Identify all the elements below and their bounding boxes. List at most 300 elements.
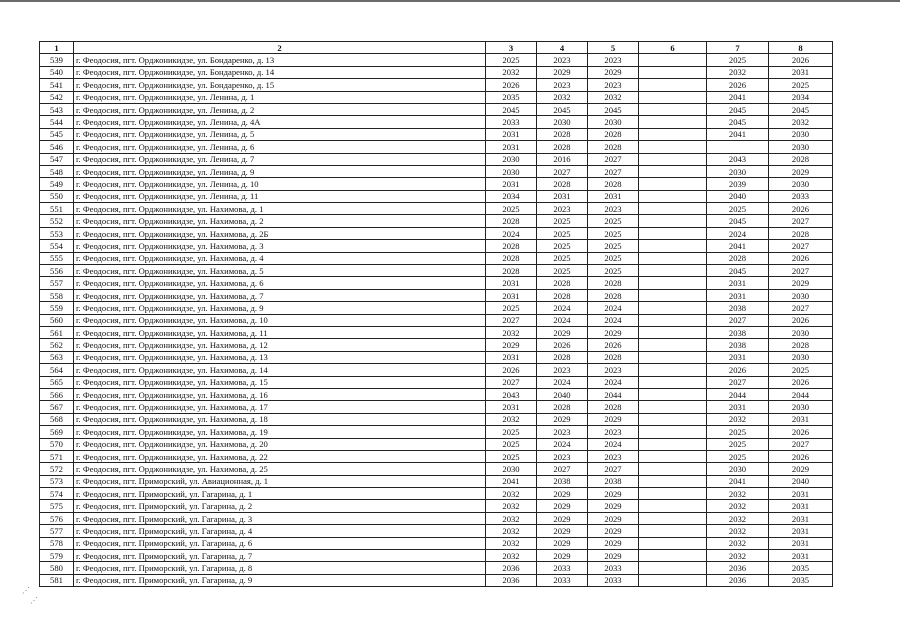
- col6-cell: [639, 227, 707, 239]
- col6-cell: [639, 525, 707, 537]
- address-cell: г. Феодосия, пгт. Орджоникидзе, ул. Ленина, д. 10: [74, 178, 486, 190]
- col6-cell: [639, 79, 707, 91]
- col4-cell: 2025: [537, 227, 588, 239]
- address-cell: г. Феодосия, пгт. Орджоникидзе, ул. Ленина, д. 5: [74, 128, 486, 140]
- col4-cell: 2028: [537, 178, 588, 190]
- col6-cell: [639, 66, 707, 78]
- col6-cell: [639, 265, 707, 277]
- col5-cell: 2029: [588, 413, 639, 425]
- address-cell: г. Феодосия, пгт. Орджоникидзе, ул. Ленина, д. 7: [74, 153, 486, 165]
- col5-cell: 2029: [588, 525, 639, 537]
- col6-cell: [639, 116, 707, 128]
- col4-cell: 2023: [537, 54, 588, 66]
- col8-cell: 2027: [769, 240, 833, 252]
- table-row: [40, 450, 833, 462]
- col3-cell: 2043: [486, 388, 537, 400]
- table-row: [40, 339, 833, 351]
- col6-cell: [639, 289, 707, 301]
- col4-cell: 2029: [537, 413, 588, 425]
- col8-cell: 2030: [769, 351, 833, 363]
- header-row: [40, 42, 833, 54]
- col4-cell: 2045: [537, 103, 588, 115]
- col7-cell: 2045: [707, 265, 769, 277]
- document-table: [39, 41, 833, 587]
- table-row: [40, 190, 833, 202]
- col7-cell: 2025: [707, 203, 769, 215]
- col7-cell: 2038: [707, 302, 769, 314]
- col5-cell: 2033: [588, 562, 639, 574]
- col8-cell: 2030: [769, 326, 833, 338]
- col3-cell: 2031: [486, 178, 537, 190]
- col7-cell: 2043: [707, 153, 769, 165]
- address-cell: г. Феодосия, пгт. Орджоникидзе, ул. Ленина, д. 1: [74, 91, 486, 103]
- col7-cell: 2030: [707, 165, 769, 177]
- address-cell: г. Феодосия, пгт. Приморский, ул. Гагарина, д. 3: [74, 512, 486, 524]
- address-cell: г. Феодосия, пгт. Орджоникидзе, ул. Ленина, д. 2: [74, 103, 486, 115]
- col5-cell: 2023: [588, 79, 639, 91]
- col4-cell: 2031: [537, 190, 588, 202]
- col6-cell: [639, 128, 707, 140]
- col3-cell: 2026: [486, 364, 537, 376]
- col8-cell: 2027: [769, 215, 833, 227]
- col4-cell: 2029: [537, 488, 588, 500]
- col3-cell: 2036: [486, 562, 537, 574]
- table-row: [40, 326, 833, 338]
- col6-cell: [639, 537, 707, 549]
- table-row: [40, 265, 833, 277]
- col8-cell: 2035: [769, 562, 833, 574]
- col3-cell: 2030: [486, 165, 537, 177]
- row-number: 568: [40, 413, 74, 425]
- col8-cell: 2026: [769, 376, 833, 388]
- col6-cell: [639, 178, 707, 190]
- table-row: [40, 500, 833, 512]
- col8-cell: 2031: [769, 488, 833, 500]
- table-row: [40, 289, 833, 301]
- address-cell: г. Феодосия, пгт. Орджоникидзе, ул. Нахимова, д. 5: [74, 265, 486, 277]
- col6-cell: [639, 550, 707, 562]
- table-row: [40, 116, 833, 128]
- col7-cell: [707, 141, 769, 153]
- table-row: [40, 574, 833, 586]
- address-cell: г. Феодосия, пгт. Орджоникидзе, ул. Ленина, д. 11: [74, 190, 486, 202]
- address-cell: г. Феодосия, пгт. Орджоникидзе, ул. Ленина, д. 6: [74, 141, 486, 153]
- col3-cell: 2031: [486, 351, 537, 363]
- col3-cell: 2024: [486, 227, 537, 239]
- col5-cell: 2025: [588, 240, 639, 252]
- col3-cell: 2025: [486, 302, 537, 314]
- row-number: 562: [40, 339, 74, 351]
- col8-cell: 2026: [769, 252, 833, 264]
- col7-cell: 2038: [707, 339, 769, 351]
- col3-cell: 2031: [486, 277, 537, 289]
- col6-cell: [639, 475, 707, 487]
- row-number: 579: [40, 550, 74, 562]
- row-number: 554: [40, 240, 74, 252]
- col4-cell: 2029: [537, 66, 588, 78]
- col3-cell: 2033: [486, 116, 537, 128]
- col7-cell: 2028: [707, 252, 769, 264]
- col5-cell: 2045: [588, 103, 639, 115]
- row-number: 561: [40, 326, 74, 338]
- address-cell: г. Феодосия, пгт. Орджоникидзе, ул. Нахимова, д. 10: [74, 314, 486, 326]
- col6-cell: [639, 103, 707, 115]
- col5-cell: 2023: [588, 203, 639, 215]
- col3-cell: 2041: [486, 475, 537, 487]
- scan-speck: ⋰: [22, 586, 30, 595]
- col3-cell: 2032: [486, 550, 537, 562]
- table-row: [40, 153, 833, 165]
- col6-cell: [639, 500, 707, 512]
- table-row: [40, 438, 833, 450]
- row-number: 552: [40, 215, 74, 227]
- address-cell: г. Феодосия, пгт. Орджоникидзе, ул. Нахимова, д. 20: [74, 438, 486, 450]
- col7-cell: 2032: [707, 512, 769, 524]
- column-header-8: 8: [769, 42, 833, 54]
- col8-cell: 2026: [769, 314, 833, 326]
- row-number: 570: [40, 438, 74, 450]
- address-cell: г. Феодосия, пгт. Орджоникидзе, ул. Нахимова, д. 3: [74, 240, 486, 252]
- col8-cell: 2030: [769, 141, 833, 153]
- address-cell: г. Феодосия, пгт. Орджоникидзе, ул. Нахимова, д. 13: [74, 351, 486, 363]
- col8-cell: 2030: [769, 289, 833, 301]
- address-cell: г. Феодосия, пгт. Орджоникидзе, ул. Нахимова, д. 1: [74, 203, 486, 215]
- col8-cell: 2031: [769, 500, 833, 512]
- col8-cell: 2027: [769, 302, 833, 314]
- table-row: [40, 388, 833, 400]
- row-number: 567: [40, 401, 74, 413]
- table-row: [40, 141, 833, 153]
- table-row: [40, 302, 833, 314]
- address-cell: г. Феодосия, пгт. Орджоникидзе, ул. Нахимова, д. 19: [74, 426, 486, 438]
- col4-cell: 2029: [537, 550, 588, 562]
- column-header-3: 3: [486, 42, 537, 54]
- row-number: 575: [40, 500, 74, 512]
- col8-cell: 2031: [769, 525, 833, 537]
- col7-cell: 2032: [707, 66, 769, 78]
- col3-cell: 2032: [486, 413, 537, 425]
- col5-cell: 2028: [588, 277, 639, 289]
- col6-cell: [639, 314, 707, 326]
- col5-cell: 2030: [588, 116, 639, 128]
- col7-cell: 2039: [707, 178, 769, 190]
- col8-cell: 2031: [769, 537, 833, 549]
- col7-cell: 2031: [707, 351, 769, 363]
- row-number: 576: [40, 512, 74, 524]
- col5-cell: 2023: [588, 54, 639, 66]
- col4-cell: 2029: [537, 537, 588, 549]
- col4-cell: 2033: [537, 562, 588, 574]
- table-row: [40, 203, 833, 215]
- col5-cell: 2028: [588, 351, 639, 363]
- col5-cell: 2025: [588, 252, 639, 264]
- col6-cell: [639, 426, 707, 438]
- row-number: 573: [40, 475, 74, 487]
- col5-cell: 2028: [588, 289, 639, 301]
- col7-cell: 2025: [707, 54, 769, 66]
- col7-cell: 2025: [707, 450, 769, 462]
- col4-cell: 2023: [537, 450, 588, 462]
- row-number: 560: [40, 314, 74, 326]
- col4-cell: 2026: [537, 339, 588, 351]
- address-cell: г. Феодосия, пгт. Орджоникидзе, ул. Нахимова, д. 22: [74, 450, 486, 462]
- row-number: 574: [40, 488, 74, 500]
- scan-edge: [0, 0, 900, 2]
- col4-cell: 2029: [537, 500, 588, 512]
- col3-cell: 2035: [486, 91, 537, 103]
- col6-cell: [639, 141, 707, 153]
- col7-cell: 2027: [707, 314, 769, 326]
- col4-cell: 2028: [537, 289, 588, 301]
- row-number: 547: [40, 153, 74, 165]
- address-cell: г. Феодосия, пгт. Приморский, ул. Гагарина, д. 1: [74, 488, 486, 500]
- row-number: 569: [40, 426, 74, 438]
- col7-cell: 2032: [707, 413, 769, 425]
- col8-cell: 2025: [769, 79, 833, 91]
- row-number: 557: [40, 277, 74, 289]
- col6-cell: [639, 512, 707, 524]
- col7-cell: 2040: [707, 190, 769, 202]
- column-header-4: 4: [537, 42, 588, 54]
- address-cell: г. Феодосия, пгт. Орджоникидзе, ул. Нахимова, д. 11: [74, 326, 486, 338]
- row-number: 577: [40, 525, 74, 537]
- col8-cell: 2040: [769, 475, 833, 487]
- col6-cell: [639, 562, 707, 574]
- table-row: [40, 550, 833, 562]
- col8-cell: 2035: [769, 574, 833, 586]
- col5-cell: 2027: [588, 153, 639, 165]
- col7-cell: 2032: [707, 550, 769, 562]
- address-cell: г. Феодосия, пгт. Приморский, ул. Гагарина, д. 9: [74, 574, 486, 586]
- col5-cell: 2023: [588, 364, 639, 376]
- col8-cell: 2028: [769, 227, 833, 239]
- col4-cell: 2028: [537, 277, 588, 289]
- col7-cell: 2036: [707, 562, 769, 574]
- col5-cell: 2025: [588, 265, 639, 277]
- address-cell: г. Феодосия, пгт. Приморский, ул. Авиационная, д. 1: [74, 475, 486, 487]
- col3-cell: 2031: [486, 401, 537, 413]
- col7-cell: 2041: [707, 475, 769, 487]
- col7-cell: 2038: [707, 326, 769, 338]
- col8-cell: 2031: [769, 66, 833, 78]
- col4-cell: 2024: [537, 438, 588, 450]
- col6-cell: [639, 326, 707, 338]
- col6-cell: [639, 54, 707, 66]
- col7-cell: 2031: [707, 277, 769, 289]
- col6-cell: [639, 364, 707, 376]
- row-number: 550: [40, 190, 74, 202]
- row-number: 566: [40, 388, 74, 400]
- row-number: 556: [40, 265, 74, 277]
- col8-cell: 2030: [769, 128, 833, 140]
- col4-cell: 2040: [537, 388, 588, 400]
- row-number: 565: [40, 376, 74, 388]
- col5-cell: 2029: [588, 537, 639, 549]
- address-cell: г. Феодосия, пгт. Орджоникидзе, ул. Нахимова, д. 4: [74, 252, 486, 264]
- col4-cell: 2023: [537, 364, 588, 376]
- col5-cell: 2038: [588, 475, 639, 487]
- col4-cell: 2023: [537, 203, 588, 215]
- col4-cell: 2024: [537, 376, 588, 388]
- col5-cell: 2029: [588, 512, 639, 524]
- address-cell: г. Феодосия, пгт. Орджоникидзе, ул. Нахимова, д. 18: [74, 413, 486, 425]
- col5-cell: 2031: [588, 190, 639, 202]
- table-row: [40, 426, 833, 438]
- row-number: 546: [40, 141, 74, 153]
- address-cell: г. Феодосия, пгт. Орджоникидзе, ул. Бондаренко, д. 13: [74, 54, 486, 66]
- col8-cell: 2031: [769, 550, 833, 562]
- col5-cell: 2027: [588, 463, 639, 475]
- table-row: [40, 66, 833, 78]
- col8-cell: 2027: [769, 438, 833, 450]
- col6-cell: [639, 302, 707, 314]
- col5-cell: 2029: [588, 500, 639, 512]
- col7-cell: 2045: [707, 116, 769, 128]
- col4-cell: 2030: [537, 116, 588, 128]
- table-row: [40, 128, 833, 140]
- col3-cell: 2025: [486, 54, 537, 66]
- col5-cell: 2026: [588, 339, 639, 351]
- address-cell: г. Феодосия, пгт. Орджоникидзе, ул. Нахимова, д. 12: [74, 339, 486, 351]
- col6-cell: [639, 190, 707, 202]
- col7-cell: 2026: [707, 79, 769, 91]
- row-number: 545: [40, 128, 74, 140]
- col5-cell: 2025: [588, 227, 639, 239]
- address-cell: г. Феодосия, пгт. Орджоникидзе, ул. Нахимова, д. 17: [74, 401, 486, 413]
- col6-cell: [639, 203, 707, 215]
- table-row: [40, 364, 833, 376]
- col5-cell: 2033: [588, 574, 639, 586]
- col3-cell: 2036: [486, 574, 537, 586]
- table-row: [40, 475, 833, 487]
- col4-cell: 2025: [537, 265, 588, 277]
- col3-cell: 2025: [486, 426, 537, 438]
- col5-cell: 2023: [588, 426, 639, 438]
- scan-speck: ⋰: [30, 596, 38, 605]
- address-cell: г. Феодосия, пгт. Орджоникидзе, ул. Нахимова, д. 2: [74, 215, 486, 227]
- col6-cell: [639, 574, 707, 586]
- col7-cell: 2032: [707, 525, 769, 537]
- row-number: 578: [40, 537, 74, 549]
- column-header-2: 2: [74, 42, 486, 54]
- col7-cell: 2041: [707, 91, 769, 103]
- col5-cell: 2044: [588, 388, 639, 400]
- table-row: [40, 277, 833, 289]
- col8-cell: 2025: [769, 364, 833, 376]
- table-row: [40, 376, 833, 388]
- col6-cell: [639, 277, 707, 289]
- table-row: [40, 537, 833, 549]
- col4-cell: 2029: [537, 512, 588, 524]
- col8-cell: 2030: [769, 401, 833, 413]
- col8-cell: 2030: [769, 178, 833, 190]
- address-cell: г. Феодосия, пгт. Орджоникидзе, ул. Нахимова, д. 2Б: [74, 227, 486, 239]
- col5-cell: 2029: [588, 66, 639, 78]
- col7-cell: 2030: [707, 463, 769, 475]
- row-number: 571: [40, 450, 74, 462]
- col5-cell: 2028: [588, 141, 639, 153]
- row-number: 548: [40, 165, 74, 177]
- col4-cell: 2033: [537, 574, 588, 586]
- col4-cell: 2023: [537, 79, 588, 91]
- row-number: 559: [40, 302, 74, 314]
- col7-cell: 2025: [707, 426, 769, 438]
- row-number: 572: [40, 463, 74, 475]
- col5-cell: 2027: [588, 165, 639, 177]
- col5-cell: 2029: [588, 326, 639, 338]
- col5-cell: 2024: [588, 302, 639, 314]
- address-cell: г. Феодосия, пгт. Орджоникидзе, ул. Нахимова, д. 16: [74, 388, 486, 400]
- table-body: [40, 54, 833, 587]
- col5-cell: 2028: [588, 178, 639, 190]
- address-cell: г. Феодосия, пгт. Орджоникидзе, ул. Нахимова, д. 9: [74, 302, 486, 314]
- col8-cell: 2026: [769, 450, 833, 462]
- col4-cell: 2024: [537, 314, 588, 326]
- col7-cell: 2031: [707, 289, 769, 301]
- col7-cell: 2027: [707, 376, 769, 388]
- column-header-5: 5: [588, 42, 639, 54]
- table-row: [40, 91, 833, 103]
- col6-cell: [639, 91, 707, 103]
- address-cell: г. Феодосия, пгт. Приморский, ул. Гагарина, д. 4: [74, 525, 486, 537]
- col3-cell: 2025: [486, 438, 537, 450]
- row-number: 563: [40, 351, 74, 363]
- col3-cell: 2031: [486, 289, 537, 301]
- table-row: [40, 252, 833, 264]
- row-number: 539: [40, 54, 74, 66]
- col5-cell: 2029: [588, 488, 639, 500]
- col8-cell: 2044: [769, 388, 833, 400]
- address-cell: г. Феодосия, пгт. Приморский, ул. Гагарина, д. 8: [74, 562, 486, 574]
- col5-cell: 2028: [588, 128, 639, 140]
- col8-cell: 2032: [769, 116, 833, 128]
- col3-cell: 2031: [486, 141, 537, 153]
- col5-cell: 2029: [588, 550, 639, 562]
- column-header-1: 1: [40, 42, 74, 54]
- col3-cell: 2032: [486, 512, 537, 524]
- col3-cell: 2031: [486, 128, 537, 140]
- col7-cell: 2041: [707, 128, 769, 140]
- col4-cell: 2027: [537, 463, 588, 475]
- col6-cell: [639, 153, 707, 165]
- address-cell: г. Феодосия, пгт. Орджоникидзе, ул. Нахимова, д. 14: [74, 364, 486, 376]
- col3-cell: 2032: [486, 525, 537, 537]
- table-row: [40, 351, 833, 363]
- col3-cell: 2045: [486, 103, 537, 115]
- col4-cell: 2032: [537, 91, 588, 103]
- col5-cell: 2028: [588, 401, 639, 413]
- col5-cell: 2024: [588, 314, 639, 326]
- table-row: [40, 488, 833, 500]
- col6-cell: [639, 438, 707, 450]
- col5-cell: 2023: [588, 450, 639, 462]
- row-number: 551: [40, 203, 74, 215]
- col3-cell: 2032: [486, 500, 537, 512]
- col3-cell: 2027: [486, 376, 537, 388]
- address-cell: г. Феодосия, пгт. Орджоникидзе, ул. Бондаренко, д. 15: [74, 79, 486, 91]
- col4-cell: 2016: [537, 153, 588, 165]
- col3-cell: 2032: [486, 326, 537, 338]
- address-cell: г. Феодосия, пгт. Приморский, ул. Гагарина, д. 6: [74, 537, 486, 549]
- col7-cell: 2032: [707, 488, 769, 500]
- address-cell: г. Феодосия, пгт. Орджоникидзе, ул. Нахимова, д. 15: [74, 376, 486, 388]
- col8-cell: 2031: [769, 413, 833, 425]
- col6-cell: [639, 450, 707, 462]
- col5-cell: 2024: [588, 376, 639, 388]
- col6-cell: [639, 376, 707, 388]
- col7-cell: 2025: [707, 438, 769, 450]
- table-row: [40, 463, 833, 475]
